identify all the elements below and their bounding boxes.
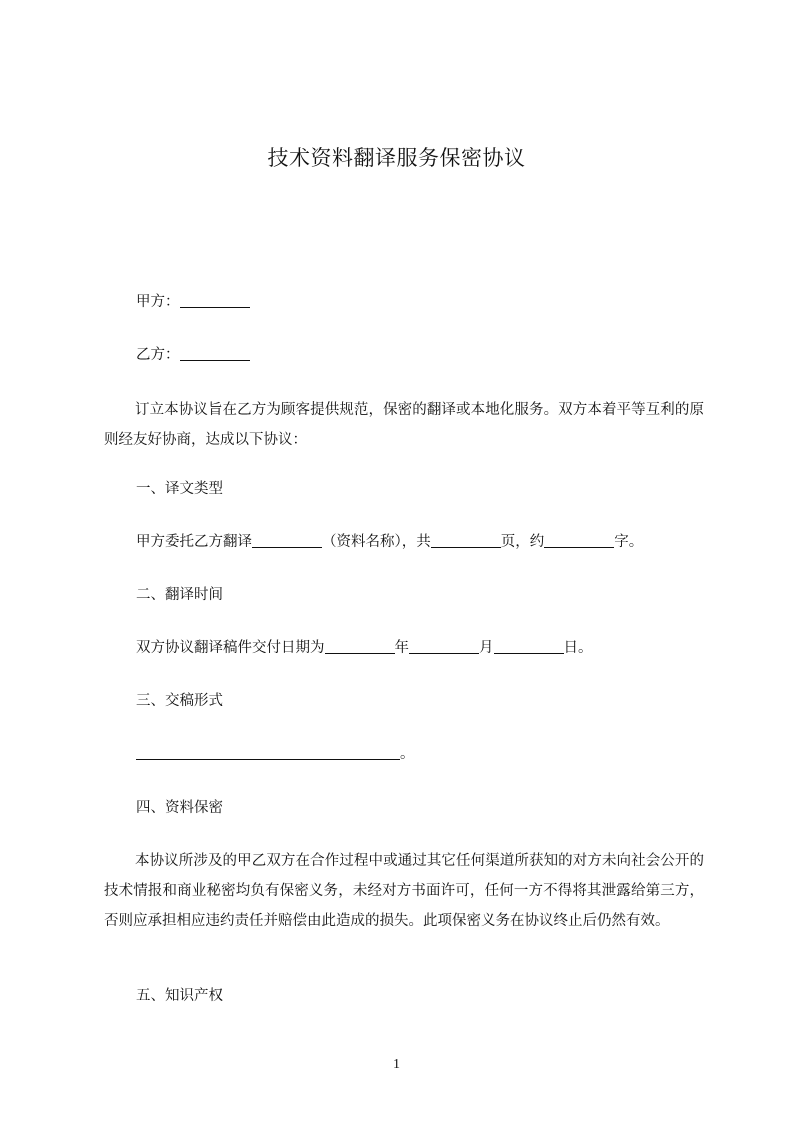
party-a-label: 甲方： — [136, 294, 180, 310]
word-count-blank — [544, 533, 614, 548]
day-blank — [494, 639, 564, 654]
text-span: 日。 — [563, 640, 593, 656]
text-span: 年 — [394, 640, 409, 656]
doc-name-blank — [252, 533, 322, 548]
year-blank — [325, 639, 395, 654]
text-span: （资料名称），共 — [322, 534, 431, 550]
section-heading-3: 三、交稿形式 — [136, 693, 223, 709]
text-span: 页，约 — [500, 534, 545, 550]
text-span: 甲方委托乙方翻译 — [136, 534, 252, 550]
section-heading-1: 一、译文类型 — [136, 481, 223, 497]
page-number: 1 — [393, 1057, 400, 1072]
translation-type-line — [136, 532, 643, 552]
party-a-line — [136, 292, 250, 312]
delivery-form-blank — [136, 745, 400, 760]
text-span: 字。 — [614, 534, 644, 550]
party-b-line — [136, 345, 250, 365]
month-blank — [409, 639, 479, 654]
text-span: 月 — [479, 640, 494, 656]
section-heading-2: 二、翻译时间 — [136, 587, 223, 603]
section-heading-4: 四、资料保密 — [136, 800, 223, 816]
page-count-blank — [431, 533, 501, 548]
text-span: 。 — [400, 746, 415, 762]
intro-paragraph: 订立本协议旨在乙方为顾客提供规范，保密的翻译或本地化服务。双方本着平等互利的原则经友好协商，达成以下协议： — [104, 402, 704, 448]
document-title: 技术资料翻译服务保密协议 — [267, 146, 526, 170]
confidentiality-paragraph: 本协议所涉及的甲乙双方在合作过程中或通过其它任何渠道所获知的对方未向社会公开的技术情报和商业秘密均负有保密义务，未经对方书面许可，任何一方不得将其泄露给第三方，否则应承担相应违约责任并赔偿由此造成的损失。此项保密义务在协议终止后仍然有效。 — [104, 853, 704, 929]
party-a-blank — [180, 293, 250, 308]
party-b-blank — [180, 346, 250, 361]
text-span: 双方协议翻译稿件交付日期为 — [136, 640, 325, 656]
delivery-form-line — [136, 744, 415, 764]
delivery-date-line — [136, 638, 593, 658]
section-heading-5: 五、知识产权 — [136, 988, 223, 1004]
party-b-label: 乙方： — [136, 347, 180, 363]
